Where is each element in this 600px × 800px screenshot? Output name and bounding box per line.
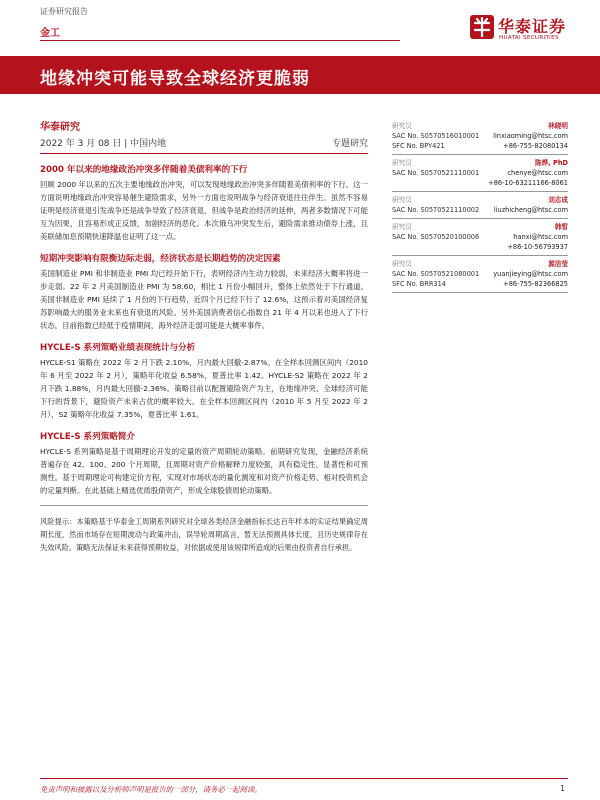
analyst-name: 陈烨, PhD bbox=[535, 159, 568, 167]
analyst-card bbox=[392, 118, 568, 155]
main-column bbox=[40, 118, 368, 554]
analyst-sac: SAC No. S0570521110002 bbox=[392, 206, 480, 214]
analyst-email[interactable]: hanxi@htsc.com bbox=[513, 233, 568, 241]
report-type: 专题研究 bbox=[331, 139, 368, 149]
page-number: 1 bbox=[560, 784, 566, 793]
analyst-email[interactable]: chenye@htsc.com bbox=[507, 169, 568, 177]
bottom-rule bbox=[40, 778, 568, 779]
section-body: HYCLE-S1 策略在 2022 年 2 月下跌 2.10%，月内最大回撤-2.87%。在全样本回测区间内（2010 年 6 月至 2022 年 2 月），策略年化收益 6.58%，夏普比率 1.42。HYCLE-S2 策略在 2022 年 2 月下跌 1.88%，月内最大回撤-2.36%。策略目前以配置避险资产为主，在地缘冲突、全球经济可能下行的背景下，避险资产未来占优的概率较大。在全样本回测区间内（2010 年 5 月至 2022 年 2 月），S2 策略年化收益 7.35%，夏普比率 1.61。 bbox=[40, 358, 368, 419]
analyst-role: 研究员 bbox=[392, 159, 412, 167]
analyst-email[interactable]: linxiaoming@htsc.com bbox=[493, 132, 568, 140]
analyst-card bbox=[392, 219, 568, 256]
footer-disclaimer: 免责声明和披露以及分析师声明是报告的一部分，请务必一起阅读。 bbox=[40, 785, 262, 794]
report-title: 地缘冲突可能导致全球经济更脆弱 bbox=[40, 69, 310, 89]
top-label: 证券研究报告 bbox=[40, 7, 88, 16]
study-label: 华泰研究 bbox=[40, 122, 80, 133]
analyst-sfc: SFC No. BRR314 bbox=[392, 280, 446, 288]
analyst-role: 研究员 bbox=[392, 122, 412, 130]
analyst-card bbox=[392, 192, 568, 219]
analyst-name: 刘志成 bbox=[548, 196, 568, 204]
section-heading: 2000 年以来的地缘政治冲突多伴随着美债利率的下行 bbox=[40, 165, 248, 175]
analyst-card bbox=[392, 155, 568, 192]
analyst-sac: SAC No. S0570521110001 bbox=[392, 169, 480, 177]
analyst-sac: SAC No. S0570521080001 bbox=[392, 270, 480, 278]
analyst-name: 韩晳 bbox=[554, 223, 568, 231]
section bbox=[40, 163, 368, 243]
section bbox=[40, 341, 368, 421]
analyst-sfc: SFC No. BPY421 bbox=[392, 142, 445, 150]
analyst-phone: +86-755-82080134 bbox=[503, 142, 568, 150]
dateline bbox=[40, 136, 368, 154]
analyst-role: 研究员 bbox=[392, 260, 412, 268]
analyst-phone: +86-10-63211166-8061 bbox=[488, 179, 568, 187]
analyst-phone: +86-755-82366825 bbox=[503, 280, 568, 288]
section bbox=[40, 252, 368, 332]
section-body: 回顾 2000 年以来的五次主要地缘政治冲突，可以发现地缘政治冲突多伴随着美债利率的下行。这一方面说明地缘政治冲突容易催生避险需求，另外一方面也说明战争与经济衰退往往伴生。虽然不容易证明是经济衰退引发战争还是战争导致了经济衰退，但战争是政治经济的延伸，两者多数情况下可能互为因果，且容易形成正反馈，加剧经济的恶化。本次俄乌冲突发生后，避险需求推动债券上涨，且美联储加息预期快速降温也证明了这一点。 bbox=[40, 180, 368, 241]
risk-section bbox=[40, 515, 368, 554]
section-tag: 金工 bbox=[40, 28, 60, 39]
analyst-email[interactable]: liuzhicheng@htsc.com bbox=[493, 206, 568, 214]
analyst-name: 源洁莹 bbox=[548, 260, 568, 268]
section-body: 美国制造业 PMI 和非制造业 PMI 均已经开始下行，表明经济内生动力较弱，未来经济大概率将进一步走弱。22 年 2 月美国制造业 PMI 为 58.60，相比 1 月份小幅回升，整体上依然处于下行通道。美国非制造业 PMI 延续了 1 月份的下行趋势，近四个月已经下行了 12.6%，这预示着对美国经济复苏影响最大的服务业未来也有衰退的风险。另外美国消费者信心指数自 21 年 4 月以来也进入了下行状态，目前指数已经低于疫情期间，海外经济走弱可能是大概率事件。 bbox=[40, 269, 368, 330]
section-body: HYCLE-S 系列策略是基于周期理论开发的定量的资产周期轮动策略。前期研究发现，金融经济系统普遍存在 42、100、200 个月周期，且周期对资产价格解释力度较强，具有稳定性、显著性和可预测性。基于周期理论可构建定价方程，实现对市场状态的量化测度和对资产价格走势、相对投资机会的定量判断。在此基础上精选优质股债资产，形成全球股债周轮动策略。 bbox=[40, 447, 368, 495]
huatai-logo-icon bbox=[470, 15, 494, 39]
report-date: 2022 年 3 月 08 日 | 中国内地 bbox=[40, 139, 167, 149]
logo-text-cn: 华泰证券 bbox=[498, 17, 567, 36]
risk-rule bbox=[40, 505, 368, 506]
section-heading: HYCLE-S 系列策略简介 bbox=[40, 432, 136, 442]
analyst-role: 研究员 bbox=[392, 196, 412, 204]
analyst-email[interactable]: yuanjieying@htsc.com bbox=[493, 270, 568, 278]
analyst-phone: +86-10-56793937 bbox=[507, 243, 568, 251]
risk-body: 风险提示：本策略基于华泰金工周期系列研究对全球各类经济金融指标长达百年样本的实证结果确定周期长度，然而市场存在短期波动与政策冲击，误导轮周期高言，暂无法预测具体长度，且历史规律存在失效风险。策略无法保证未来获得预期收益，对依据或使用该规律所造成的后果由投资者自行承担。 bbox=[40, 517, 368, 552]
section bbox=[40, 430, 368, 497]
logo bbox=[470, 12, 585, 46]
top-rule bbox=[40, 40, 400, 41]
section-heading: 短期冲突影响有限衡边际走弱，经济状态是长期趋势的决定因素 bbox=[40, 254, 281, 264]
analyst-role: 研究员 bbox=[392, 223, 412, 231]
section-heading: HYCLE-S 系列策略业绩表现统计与分析 bbox=[40, 343, 196, 353]
analyst-column bbox=[392, 118, 568, 293]
analyst-name: 林晓明 bbox=[548, 122, 568, 130]
logo-text-en: HUATAI SECURITIES bbox=[499, 35, 559, 41]
analyst-sac: SAC No. S0570520100006 bbox=[392, 233, 480, 241]
analyst-sac: SAC No. S0570516010001 bbox=[392, 132, 480, 140]
analyst-card bbox=[392, 256, 568, 293]
